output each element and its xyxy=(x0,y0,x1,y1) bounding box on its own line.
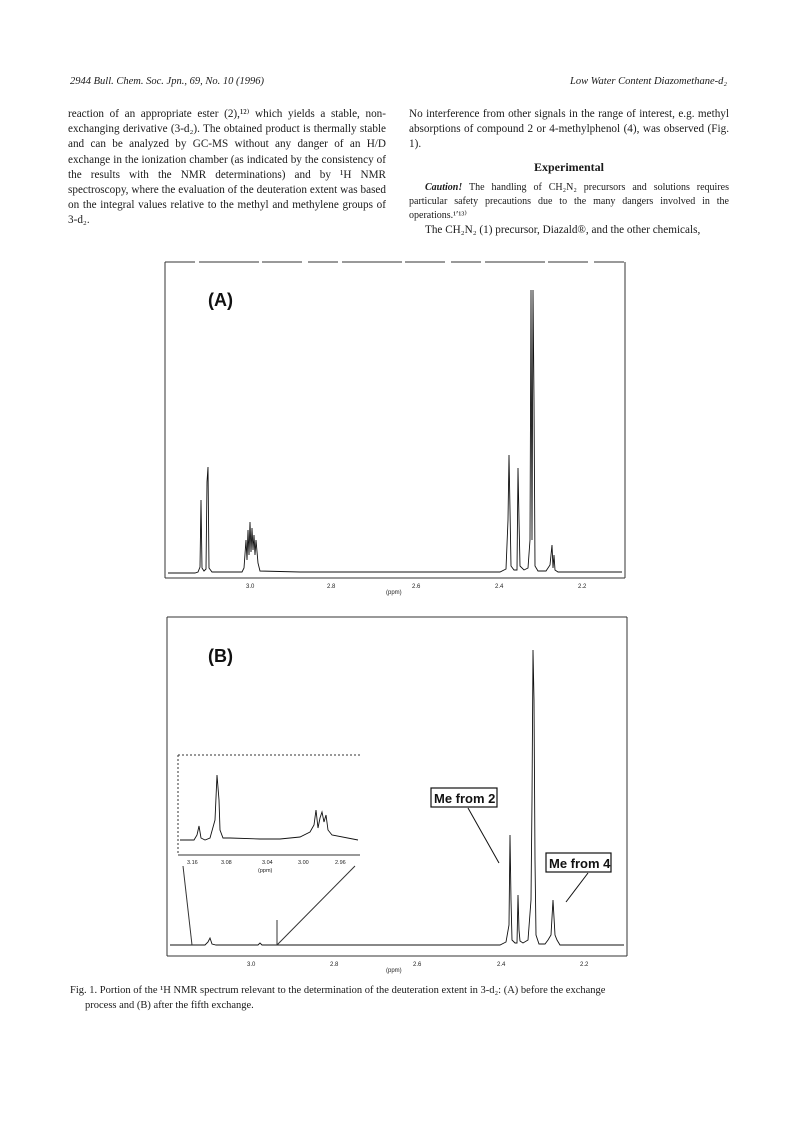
tick-label: 2.4 xyxy=(495,584,504,590)
panel-b xyxy=(167,617,627,974)
spectrum-a xyxy=(168,290,622,573)
panel-a xyxy=(165,262,625,596)
running-header-right: Low Water Content Diazomethane-d₂ xyxy=(570,76,727,87)
inset-tick-label: 3.08 xyxy=(221,860,232,866)
tick-label: 3.0 xyxy=(246,584,255,590)
inset-tick-label: 3.04 xyxy=(262,860,273,866)
left-paragraph: reaction of an appropriate ester (2),¹²⁾ which yields a stable, non-exchanging derivative (3-d₂). The obtained product is thermally stable and can be analyzed by GC-MS without any danger of an H/D exchange in the ionization chamber (as indicated by the consistency of the results with the NMR determinations) and by ¹H NMR spectroscopy, where the evaluation of the deuteration extent was based on the integral values relative to the methyl and methylene groups of 3-d₂. xyxy=(68,108,386,227)
annotation-me-from-2 xyxy=(431,788,499,863)
zoom-line-right xyxy=(277,866,355,945)
tick-label: 2.2 xyxy=(580,962,589,968)
annotation-me-from-4-text: Me from 4 xyxy=(549,856,611,871)
experimental-last-line: The CH₂N₂ (1) precursor, Diazald®, and the other chemicals, xyxy=(425,223,701,236)
axis-ticks-a xyxy=(246,584,587,596)
caution-text: The handling of CH₂N₂ precursors and solutions requires particular safety precautions due to the many dangers involved in the operations.¹ʹ¹³⁾ xyxy=(409,181,729,221)
inset-spectrum xyxy=(178,755,360,874)
tick-label: 2.6 xyxy=(412,584,421,590)
tick-label: 3.0 xyxy=(247,962,256,968)
caption-line-1: Fig. 1. Portion of the ¹H NMR spectrum relevant to the determination of the deuteration extent in 3-d₂: (A) before the exchange xyxy=(70,985,606,996)
section-title: Experimental xyxy=(534,159,604,174)
tick-label: 2.2 xyxy=(578,584,587,590)
inset-tick-label: 3.16 xyxy=(187,860,198,866)
spectrum-b xyxy=(170,650,624,945)
panel-b-label: (B) xyxy=(208,646,233,666)
zoom-line-left xyxy=(183,866,192,945)
figure-caption xyxy=(70,983,726,1013)
annotation-me-from-4 xyxy=(546,853,611,902)
inset-tick-label: 3.00 xyxy=(298,860,309,866)
tick-label: 2.4 xyxy=(497,962,506,968)
tick-label: 2.6 xyxy=(413,962,422,968)
tick-label: 2.8 xyxy=(327,584,336,590)
axis-unit-a: (ppm) xyxy=(386,590,402,596)
right-paragraph: No interference from other signals in the range of interest, e.g. methyl absorptions of compound 2 or 4-methylphenol (4), was observed (Fig. 1). xyxy=(409,108,729,151)
axis-unit-b: (ppm) xyxy=(386,968,402,974)
axis-ticks-b xyxy=(247,962,589,974)
tick-label: 2.8 xyxy=(330,962,339,968)
annotation-me-from-2-text: Me from 2 xyxy=(434,791,496,806)
inset-tick-label: 2.96 xyxy=(335,860,346,866)
running-header-left: 2944 Bull. Chem. Soc. Jpn., 69, No. 10 (1996) xyxy=(70,76,264,87)
inset-axis-unit: (ppm) xyxy=(258,868,273,874)
panel-a-label: (A) xyxy=(208,290,233,310)
caption-line-2: process and (B) after the fifth exchange. xyxy=(85,1000,254,1011)
caution-label: Caution! xyxy=(425,181,463,193)
